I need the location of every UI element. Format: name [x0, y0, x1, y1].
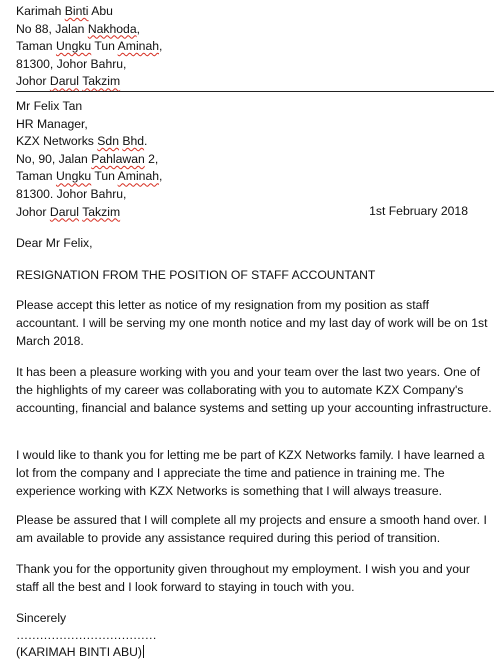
recipient-street-a: No, 90, Jalan	[16, 151, 88, 166]
recipient-company-c: Bhd	[122, 134, 145, 149]
sender-name-third: Abu	[91, 4, 113, 18]
signature-name-row[interactable]	[16, 644, 494, 662]
sender-state-c: Takzim	[82, 74, 121, 89]
sender-area-d: Aminah	[117, 39, 159, 54]
sender-area-b: Ungku	[55, 39, 92, 54]
sender-name-line	[16, 3, 496, 21]
sender-name-second: Binti	[64, 4, 89, 18]
horizontal-divider	[16, 91, 494, 92]
salutation: Dear Mr Felix,	[16, 236, 93, 250]
subject-line: RESIGNATION FROM THE POSITION OF STAFF ACCOUNTANT	[16, 268, 376, 282]
sender-street-a: No 88, Jalan	[16, 21, 85, 36]
sender-state-b: Darul	[49, 74, 80, 89]
signature-line: ………………………………	[16, 628, 157, 642]
sender-street-b: Nakhoda	[87, 21, 137, 36]
body-paragraph-1: Please accept this letter as notice of my resignation from my position as staff accountant. I will be serving my one month notice and my last day of work will be on 1st March 2018.	[16, 298, 488, 348]
recipient-city-line: 81300. Johor Bahru,	[16, 186, 127, 201]
sender-area-line	[16, 38, 496, 56]
recipient-state-a: Johor	[16, 204, 47, 219]
recipient-area-d: Aminah	[117, 169, 159, 184]
body-paragraph-5: Thank you for the opportunity given throughout my employment. I wish you and your staff all the best and I look forward to staying in touch with you.	[16, 562, 470, 594]
recipient-street-line	[16, 151, 496, 169]
sender-street-c: ,	[136, 21, 141, 36]
sender-state-line	[16, 73, 496, 91]
sender-area-a: Taman	[16, 39, 53, 54]
signature-name: (KARIMAH BINTI ABU)	[16, 645, 142, 659]
recipient-area-b: Ungku	[55, 169, 92, 184]
recipient-name-line: Mr Felix Tan	[16, 99, 83, 113]
recipient-company-b: Sdn	[97, 134, 119, 149]
sender-name-first: Karimah	[16, 4, 62, 18]
recipient-state-c: Takzim	[82, 204, 121, 219]
body-paragraph-3: I would like to thank you for letting me be part of KZX Networks family. I have learned a lot from the company and I appreciate the time and patience in training me. The experience working with KZX Networks is something that I will always treasure.	[16, 448, 485, 498]
recipient-company-line	[16, 133, 496, 151]
sender-street-line	[16, 21, 496, 39]
sender-area-c: Tun	[94, 39, 115, 54]
body-paragraph-2: It has been a pleasure working with you and your team over the last two years. One of the highlights of my career was collaborating with you to automate KZX Company's accounting, financial and balance systems and setting up your accounting infrastructure.	[16, 365, 492, 415]
recipient-title-line: HR Manager,	[16, 116, 88, 131]
sender-city-line: 81300, Johor Bahru,	[16, 56, 127, 71]
body-paragraph-4: Please be assured that I will complete all my projects and ensure a smooth hand over. I am available to provide any assistance required during this period of transition.	[16, 513, 487, 545]
sender-state-a: Johor	[16, 74, 47, 89]
recipient-area-a: Taman	[16, 169, 53, 184]
recipient-state-b: Darul	[49, 204, 80, 219]
recipient-area-line	[16, 168, 496, 186]
recipient-street-c: 2,	[148, 151, 159, 166]
closing: Sincerely	[16, 611, 67, 625]
letter-date: 1st February 2018	[369, 204, 468, 218]
recipient-company-a: KZX Networks	[16, 134, 94, 149]
text-cursor	[143, 645, 144, 658]
sender-area-e: ,	[159, 39, 163, 54]
recipient-area-e: ,	[159, 169, 163, 184]
recipient-street-b: Pahlawan	[91, 151, 145, 166]
recipient-company-d: .	[144, 134, 148, 149]
sender-address	[16, 3, 496, 91]
recipient-area-c: Tun	[94, 169, 115, 184]
